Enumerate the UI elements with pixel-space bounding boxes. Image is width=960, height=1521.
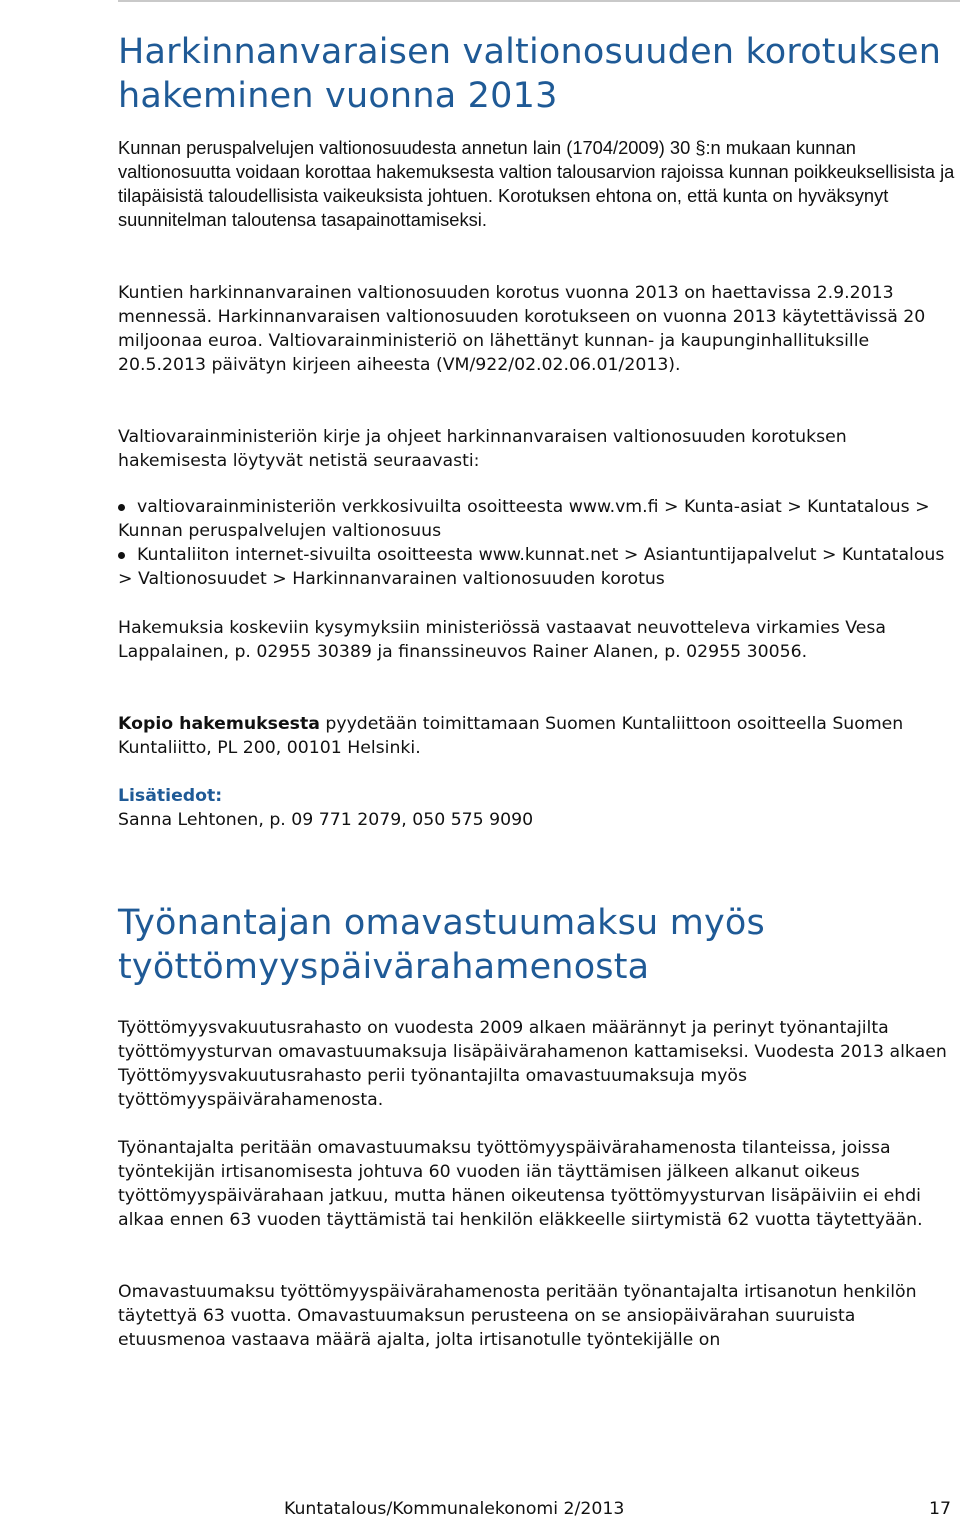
- section2-title: Työnantajan omavastuumaksu myös työttömyyspäivärahamenosta: [118, 903, 765, 987]
- copy-heading: Kopio hakemuksesta: [118, 714, 320, 734]
- section1-paragraph-4: Hakemuksia koskeviin kysymyksiin ministeriössä vastaavat neuvotteleva virkamies Vesa Lappalainen, p. 02955 30389 ja finanssineuvos Rainer Alanen, p. 02955 30056.: [118, 618, 886, 662]
- info-label: Lisätiedot:: [118, 786, 223, 806]
- section1-paragraph-2: Kuntien harkinnanvarainen valtionosuuden korotus vuonna 2013 on haettavissa 2.9.2013 mennessä. Harkinnanvaraisen valtionosuuden korotukseen on vuonna 2013 käytettävissä 20 miljoonaa euroa. Valtiovarainministeriö on lähettänyt kunnan- ja kaupunginhallituksille 20.5.2013 päivätyn kirjeen aiheesta (VM/922/02.02.06.01/2013).: [118, 283, 926, 375]
- footer-publication: Kuntatalous/Kommunalekonomi 2/2013: [284, 1499, 625, 1519]
- link-list: [118, 495, 958, 591]
- bullet-icon: [118, 504, 125, 511]
- section2-paragraph-3: Omavastuumaksu työttömyyspäivärahamenosta peritään työnantajalta irtisanotun henkilön täytettyä 63 vuotta. Omavastuumaksun perusteena on se ansiopäivärahan suuruista etuusmenoa vastaava määrä ajalta, jolta irtisanotulle työntekijälle on: [118, 1282, 917, 1350]
- list-item-text: valtiovarainministeriön verkkosivuilta osoitteesta www.vm.fi > Kunta-asiat > Kuntatalous > Kunnan peruspalvelujen valtionosuus: [118, 497, 930, 541]
- section2-paragraph-2: Työnantajalta peritään omavastuumaksu työttömyyspäivärahamenosta tilanteissa, joissa työntekijän irtisanomisesta johtuva 60 vuoden iän täyttämisen jälkeen alkanut oikeus työttömyyspäivärahaan jatkuu, mutta hänen oikeutensa työttömyysturvan lisäpäiviin ei ehdi alkaa ennen 63 vuoden täyttämistä tai henkilön eläkkeelle siirtymistä 62 vuotta täytettyään.: [118, 1138, 923, 1230]
- list-item: [118, 543, 958, 591]
- section2-paragraph-1: Työttömyysvakuutusrahasto on vuodesta 2009 alkaen määrännyt ja perinyt työnantajilta työttömyysturvan omavastuumaksuja lisäpäivärahamenon kattamiseksi. Vuodesta 2013 alkaen Työttömyysvakuutusrahasto perii työnantajilta omavastuumaksuja myös työttömyyspäivärahamenosta.: [118, 1018, 947, 1110]
- list-item: [118, 495, 958, 543]
- bullet-icon: [118, 552, 125, 559]
- copy-address: pyydetään toimittamaan Suomen Kuntaliittoon osoitteella Suomen Kuntaliitto, PL 200, 00101 Helsinki.: [118, 714, 904, 758]
- footer-page-number: 17: [929, 1499, 951, 1519]
- section1-paragraph-1: Kunnan peruspalvelujen valtionosuudesta annetun lain (1704/2009) 30 §:n mukaan kunnan valtionosuutta voidaan korottaa hakemuksesta valtion talousarvion rajoissa kunnan poikkeuksellisista ja tilapäisistä taloudellisista vaikeuksista johtuen. Korotuksen ehtona on, että kunta on hyväksynyt suunnitelman taloutensa tasapainottamiseksi.: [118, 137, 955, 230]
- section1-title: Harkinnanvaraisen valtionosuuden korotuksen hakeminen vuonna 2013: [118, 32, 942, 116]
- section1-paragraph-5: [118, 712, 958, 760]
- top-rule: [118, 0, 960, 2]
- section1-paragraph-3: Valtiovarainministeriön kirje ja ohjeet harkinnanvaraisen valtionosuuden korotuksen hakemisesta löytyvät netistä seuraavasti:: [118, 427, 847, 471]
- info-contact: Sanna Lehtonen, p. 09 771 2079, 050 575 9090: [118, 810, 534, 830]
- list-item-text: Kuntaliiton internet-sivuilta osoitteesta www.kunnat.net > Asiantuntijapalvelut > Kuntatalous > Valtionosuudet > Harkinnanvarainen valtionosuuden korotus: [118, 545, 945, 589]
